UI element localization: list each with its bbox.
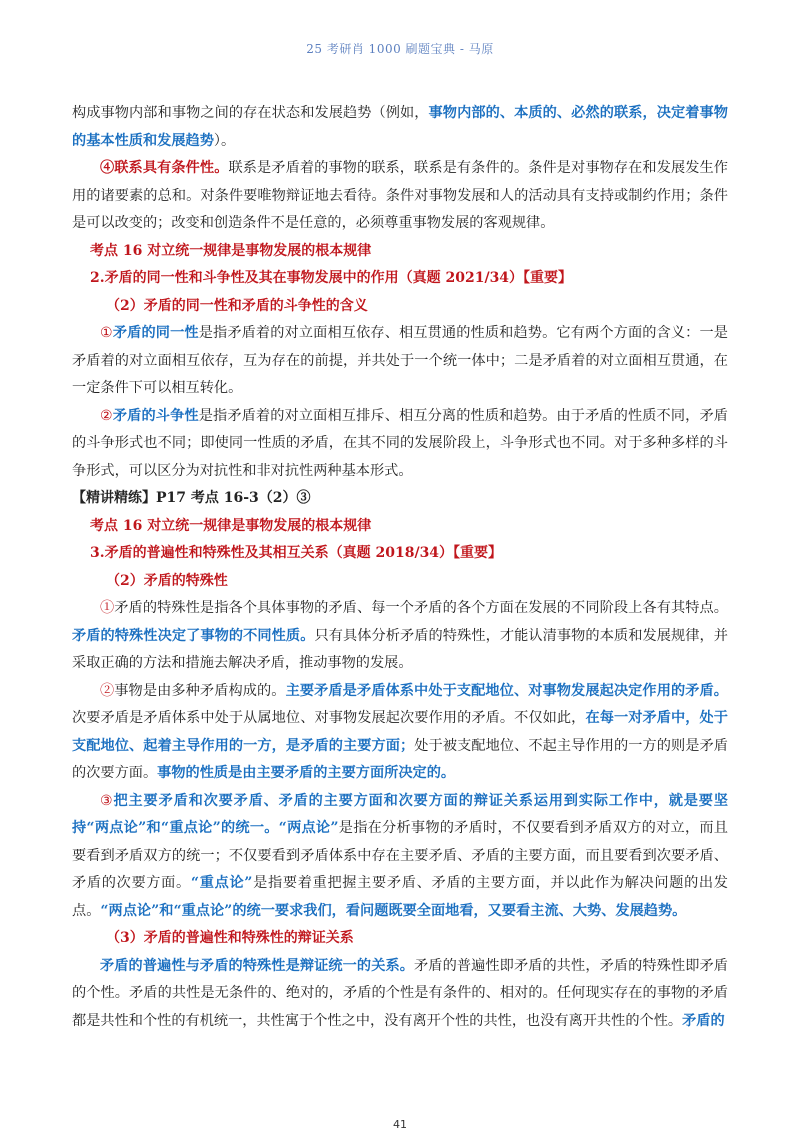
highlight-text: 把主要矛盾和次要矛盾、矛盾的主要方面和次要方面的辩证关系运用到实际工作中，就是要坚持“两点论”和“重点论”的统一。“两点论” xyxy=(72,792,728,836)
text: 联系是矛盾着的事物的联系，联系是有条件的。条件是对事物存在和发展发生作用的诸要素的总和。对条件要唯物辩证地去看待。条件对事物发展和人的活动具有支持或制约作用；条件是可以改变的；改变和创造条件不是任意的，必须尊重事物发展的客观规律。 xyxy=(72,160,728,231)
running-header: 25 考研肖 1000 刷题宝典 - 马原 xyxy=(306,42,494,56)
text: ）。 xyxy=(213,132,236,149)
kaodian-heading: 考点 16 对立统一规律是事物发展的根本规律 xyxy=(90,517,372,534)
text: 是指在分析事物的矛盾时，不仅要看到矛盾双方的对立，而且要看到矛盾双方的统一；不仅要看到矛盾体系中存在主要矛盾、矛盾的主要方面，而且要看到次要矛盾、矛盾的次要方面。 xyxy=(72,820,728,891)
text: 事物是由多种矛盾构成的。 xyxy=(114,682,286,699)
text: 是指矛盾着的对立面相互排斥、相互分离的性质和趋势。由于矛盾的性质不同，矛盾的斗争形式也不同；即使同一性质的矛盾，在其不同的发展阶段上，斗争形式也不同。对于多种多样的斗争形式，可以区分为对抗性和非对抗性两种基本形式。 xyxy=(72,407,728,479)
text: 构成事物内部和事物之间的存在状态和发展趋势（例如， xyxy=(72,105,429,121)
paragraph-8 xyxy=(72,953,728,1036)
paragraph-3 xyxy=(72,320,728,403)
subsection-heading: （2）矛盾的特殊性 xyxy=(106,572,228,589)
text: 处于被支配地位、不起主导作用的一方的则是矛盾的次要方面。 xyxy=(72,737,728,781)
paragraph-4 xyxy=(72,403,728,486)
highlight-text: 矛盾的斗争性 xyxy=(112,407,199,424)
text: 矛盾的特殊性是指各个具体事物的矛盾、每一个矛盾的各个方面在发展的不同阶段上各有其特点。 xyxy=(114,600,728,616)
highlight-text: 在每一对矛盾中，处于支配地位、起着主导作用的一方，是矛盾的主要方面； xyxy=(72,710,728,754)
page-body xyxy=(72,100,728,1035)
circled-number: ③ xyxy=(100,792,114,809)
highlight-text: 矛盾的同一性 xyxy=(112,325,199,341)
text: 次要矛盾是矛盾体系中处于从属地位、对事物发展起次要作用的矛盾。不仅如此， xyxy=(72,710,586,726)
paragraph-6 xyxy=(72,678,728,788)
circled-number: ① xyxy=(100,325,113,341)
text: 矛盾的普遍性即矛盾的共性，矛盾的特殊性即矛盾的个性。矛盾的共性是无条件的、绝对的，矛盾的个性是有条件的、相对的。任何现实存在的事物的矛盾都是共性和个性的有机统一，共性寓于个性之中，没有离开个性的共性，也没有离开共性的个性。 xyxy=(72,957,728,1029)
paragraph-7 xyxy=(72,788,728,926)
highlight-text: 矛盾的 xyxy=(682,1012,725,1029)
page-number: 41 xyxy=(393,1118,407,1131)
highlight-text: 矛盾的普遍性与矛盾的特殊性是辩证统一的关系。 xyxy=(100,957,415,974)
highlight-text: “重点论” xyxy=(190,875,253,891)
subsection-heading: （2）矛盾的同一性和矛盾的斗争性的含义 xyxy=(106,297,368,314)
emphasis-text: 联系具有条件性。 xyxy=(114,160,229,176)
section-heading: 3.矛盾的普遍性和特殊性及其相互关系（真题 2018/34）【重要】 xyxy=(90,545,503,561)
reference-note: 【精讲精练】P17 考点 16-3（2）③ xyxy=(72,490,311,506)
highlight-text: “两点论”和“重点论”的统一要求我们，看问题既要全面地看，又要看主流、大势、发展趋势。 xyxy=(100,902,687,919)
highlight-text: 事物的性质是由主要矛盾的主要方面所决定的。 xyxy=(157,765,456,781)
text: 是指要着重把握主要矛盾、矛盾的主要方面，并以此作为解决问题的出发点。 xyxy=(72,875,728,919)
subsection-heading: （3）矛盾的普遍性和特殊性的辩证关系 xyxy=(106,930,354,946)
kaodian-heading: 考点 16 对立统一规律是事物发展的根本规律 xyxy=(90,242,372,259)
circled-number: ② xyxy=(100,682,115,699)
circled-number: ② xyxy=(100,407,113,424)
circled-number: ① xyxy=(100,600,115,616)
highlight-text: 主要矛盾是矛盾体系中处于支配地位、对事物发展起决定作用的矛盾。 xyxy=(285,682,728,699)
section-heading: 2.矛盾的同一性和斗争性及其在事物发展中的作用（真题 2021/34）【重要】 xyxy=(90,270,573,286)
paragraph-1 xyxy=(72,100,728,155)
circled-number: ④ xyxy=(100,160,115,176)
text: 只有具体分析矛盾的特殊性，才能认清事物的本质和发展规律，并采取正确的方法和措施去解决矛盾，推动事物的发展。 xyxy=(72,627,728,671)
text: 是指矛盾着的对立面相互依存、相互贯通的性质和趋势。它有两个方面的含义：一是矛盾着的对立面相互依存，互为存在的前提，并共处于一个统一体中；二是矛盾着的对立面相互贯通，在一定条件下可以相互转化。 xyxy=(72,325,728,396)
highlight-text: 事物内部的、本质的、必然的联系，决定着事物的基本性质和发展趋势 xyxy=(72,105,728,149)
paragraph-2 xyxy=(72,155,728,238)
paragraph-5 xyxy=(72,595,728,678)
highlight-text: 矛盾的特殊性决定了事物的不同性质。 xyxy=(72,627,315,644)
